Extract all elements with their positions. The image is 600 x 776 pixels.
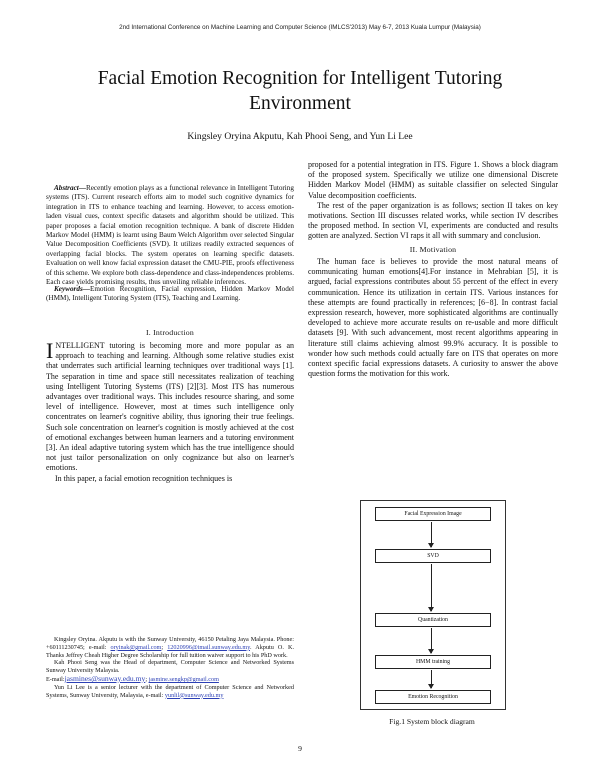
diagram-box-image: Facial Expression Image	[375, 507, 491, 521]
page-number: 9	[298, 744, 302, 753]
right-column-intro	[308, 160, 558, 242]
authors: Kingsley Oryina Akputu, Kah Phooi Seng, and Yun Li Lee	[187, 131, 413, 142]
keywords	[46, 285, 294, 304]
intro-para2: In this paper, a facial emotion recognition techniques is	[55, 473, 233, 483]
abstract	[46, 184, 294, 287]
diagram-box-quantization: Quantization	[375, 613, 491, 627]
diagram-box-hmm: HMM training	[375, 655, 491, 669]
diagram-box-svd: SVD	[375, 549, 491, 563]
footnote-3-text: Yun Li Lee is a senior lecturer with the department of Computer Science and Networked Systems, Sunway University, Malaysia, e-mail:	[46, 683, 294, 699]
intro-para1: NTELLIGENT tutoring is becoming more and more popular as an approach to teaching and learning. Although some relative studies exist that underrates such artificial learning techniques over traditional ways [1]. The separation in time and space still necessitates realization of teaching using Intelligent Tutoring Systems (ITS) [2][3]. Most ITS has numerous advantages over traditional ways. This includes resource sharing, and some level of intelligence. However, most at times such intelligence only concentrates on learner's cognitive ability, thus ignoring their true feelings. Such sole concentration on learner's cognition is mostly achieved at the cost of emotional exchanges between human learners and a tutoring environment [3]. An ideal adaptive tutoring system which has the true intelligence should not just tailor personalization on only cognizance but also on learner's emotions.	[46, 341, 294, 473]
conference-header: 2nd International Conference on Machine Learning and Computer Science (IMLCS'2013) May 6-7, 2013 Kuala Lumpur (Malaysia)	[119, 24, 481, 31]
introduction-text	[46, 338, 294, 484]
footnote-1-text: Kingsley Oryina. Akputu is with the Sunway University, 46150 Petaling Jaya Malaysia. Phone: +60111230745; e-mail:	[46, 636, 294, 651]
keywords-text: Emotion Recognition, Facial expression, Hidden Markov Model (HMM), Intelligent Tutoring System (ITS), Teaching and Learning.	[46, 285, 294, 303]
down-arrow-icon	[431, 670, 432, 688]
motivation-text	[308, 257, 558, 379]
abstract-text: Recently emotion plays as a functional relevance in Intelligent Tutoring systems (ITS). Current research efforts aim to model such cognitive dynamics for integration in ITS to enhance teaching and learning. However, to access emotion-laden visual cues, context specific datasets and algorithm should be utilized. This paper proposes a facial emotion recognition technique. A bank of discrete Hidden Markov Model (HMM) is learnt using Baum Welch Algorithm over selected Singular Value Decomposition Coefficients (SVD). It utilizes readily extracted sequences of overlapping facial blocks. The system operates on learning specific datasets. Evaluation on well know facial expression dataset the CMU-PIE, proofs effectiveness of this scheme. We explore both class-dependence and class-independences problems. Each case yields promising results, thus unveiling reliable inferences.	[46, 184, 294, 287]
paper-organization: The rest of the paper organization is as follows; section II takes on key motivations. Section III discusses related works, while section IV describes the proposed method. In section VI, experiments are conducted and results gotten are analyzed. Section VI raps it all with summary and conclusion.	[308, 200, 558, 241]
intro-continued: proposed for a potential integration in ITS. Figure 1. Shows a block diagram of the proposed system. Specifically we utilize one dimensional Discrete Hidden Markov Model (HMM) as suitable classifier on selected Singular Value decomposition coefficients.	[308, 160, 558, 200]
down-arrow-icon	[431, 564, 432, 611]
email-link[interactable]: yunlil@sunway.edu.my	[164, 691, 224, 699]
diagram-box-recognition: Emotion Recognition	[375, 690, 491, 704]
figure-caption: Fig.1 System block diagram	[389, 717, 475, 726]
email-link[interactable]: 12020996@imail.sunway.edu.my	[167, 643, 250, 651]
motivation-para: The human face is believes to provide the most natural means of communicating human emotions[4].For instance in Mehrabian [5], it is argued, facial expressions contributes about 55 percent of the effect in every communication. Hence its utilization in certain ITS. Various instances for these attempts are found practically in references; [6−8]. In contrast facial expression research, however, more sophisticated algorithms are continually developed to achieve more accurate results on re-usable and more difficult datasets [9]. With such advancement, most recent algorithms appearing in literature still claims achieving almost 99.9% accuracy. It is possible to wonder how such methods could actually fare on ITS that operates on more context specific facial expressions datasets. A curiosity to answer the above question forms the motivation for this work.	[308, 257, 558, 379]
email-link[interactable]: jasmine.sengkp@gmail.com	[148, 675, 219, 683]
footnote-1-text-2: . Akputu O. K. Thanks Jeffrey Cheah Higher Degree Scholarship for full tuition waiver support to his PhD work.	[46, 643, 294, 659]
system-block-diagram	[360, 500, 506, 710]
footnote-2-email-label: E-mail:	[46, 675, 65, 683]
footnotes: Kingsley Oryina. Akputu is with the Sunway University, 46150 Petaling Jaya Malaysia. Phone: +60111230745; e-mail: oryinak@gmail.com; 12020996@imail.sunway.edu.my. Akputu O. K. Thanks Jeffrey Cheah Higher Degree Scholarship for full tuition waiver support to his PhD work. Kah Phooi Seng was the Head of department, Computer Science and Networked Systems Sunway University Malaysia. E-mail:jasmines@sunway.edu.my; jasmine.sengkp@gmail.com Yun Li Lee is a senior lecturer with the department of Computer Science and Networked Systems, Sunway University, Malaysia, e-mail: yunlil@sunway.edu.my	[46, 636, 294, 699]
down-arrow-icon	[431, 522, 432, 547]
email-link[interactable]: jasmines@sunway.edu.my	[64, 673, 146, 683]
keywords-label: Keywords—	[54, 285, 90, 293]
section-heading-motivation: II. Motivation	[409, 245, 457, 254]
down-arrow-icon	[431, 628, 432, 653]
footnote-2-text: Kah Phooi Seng was the Head of department, Computer Science and Networked Systems Sunway University Malaysia.	[46, 659, 294, 675]
section-heading-introduction: I. Introduction	[145, 328, 195, 337]
paper-title: Facial Emotion Recognition for Intelligent Tutoring Environment	[97, 68, 503, 114]
email-link[interactable]: oryinak@gmail.com	[110, 643, 162, 651]
abstract-label: Abstract—	[54, 184, 86, 192]
dropcap: I	[46, 338, 54, 363]
